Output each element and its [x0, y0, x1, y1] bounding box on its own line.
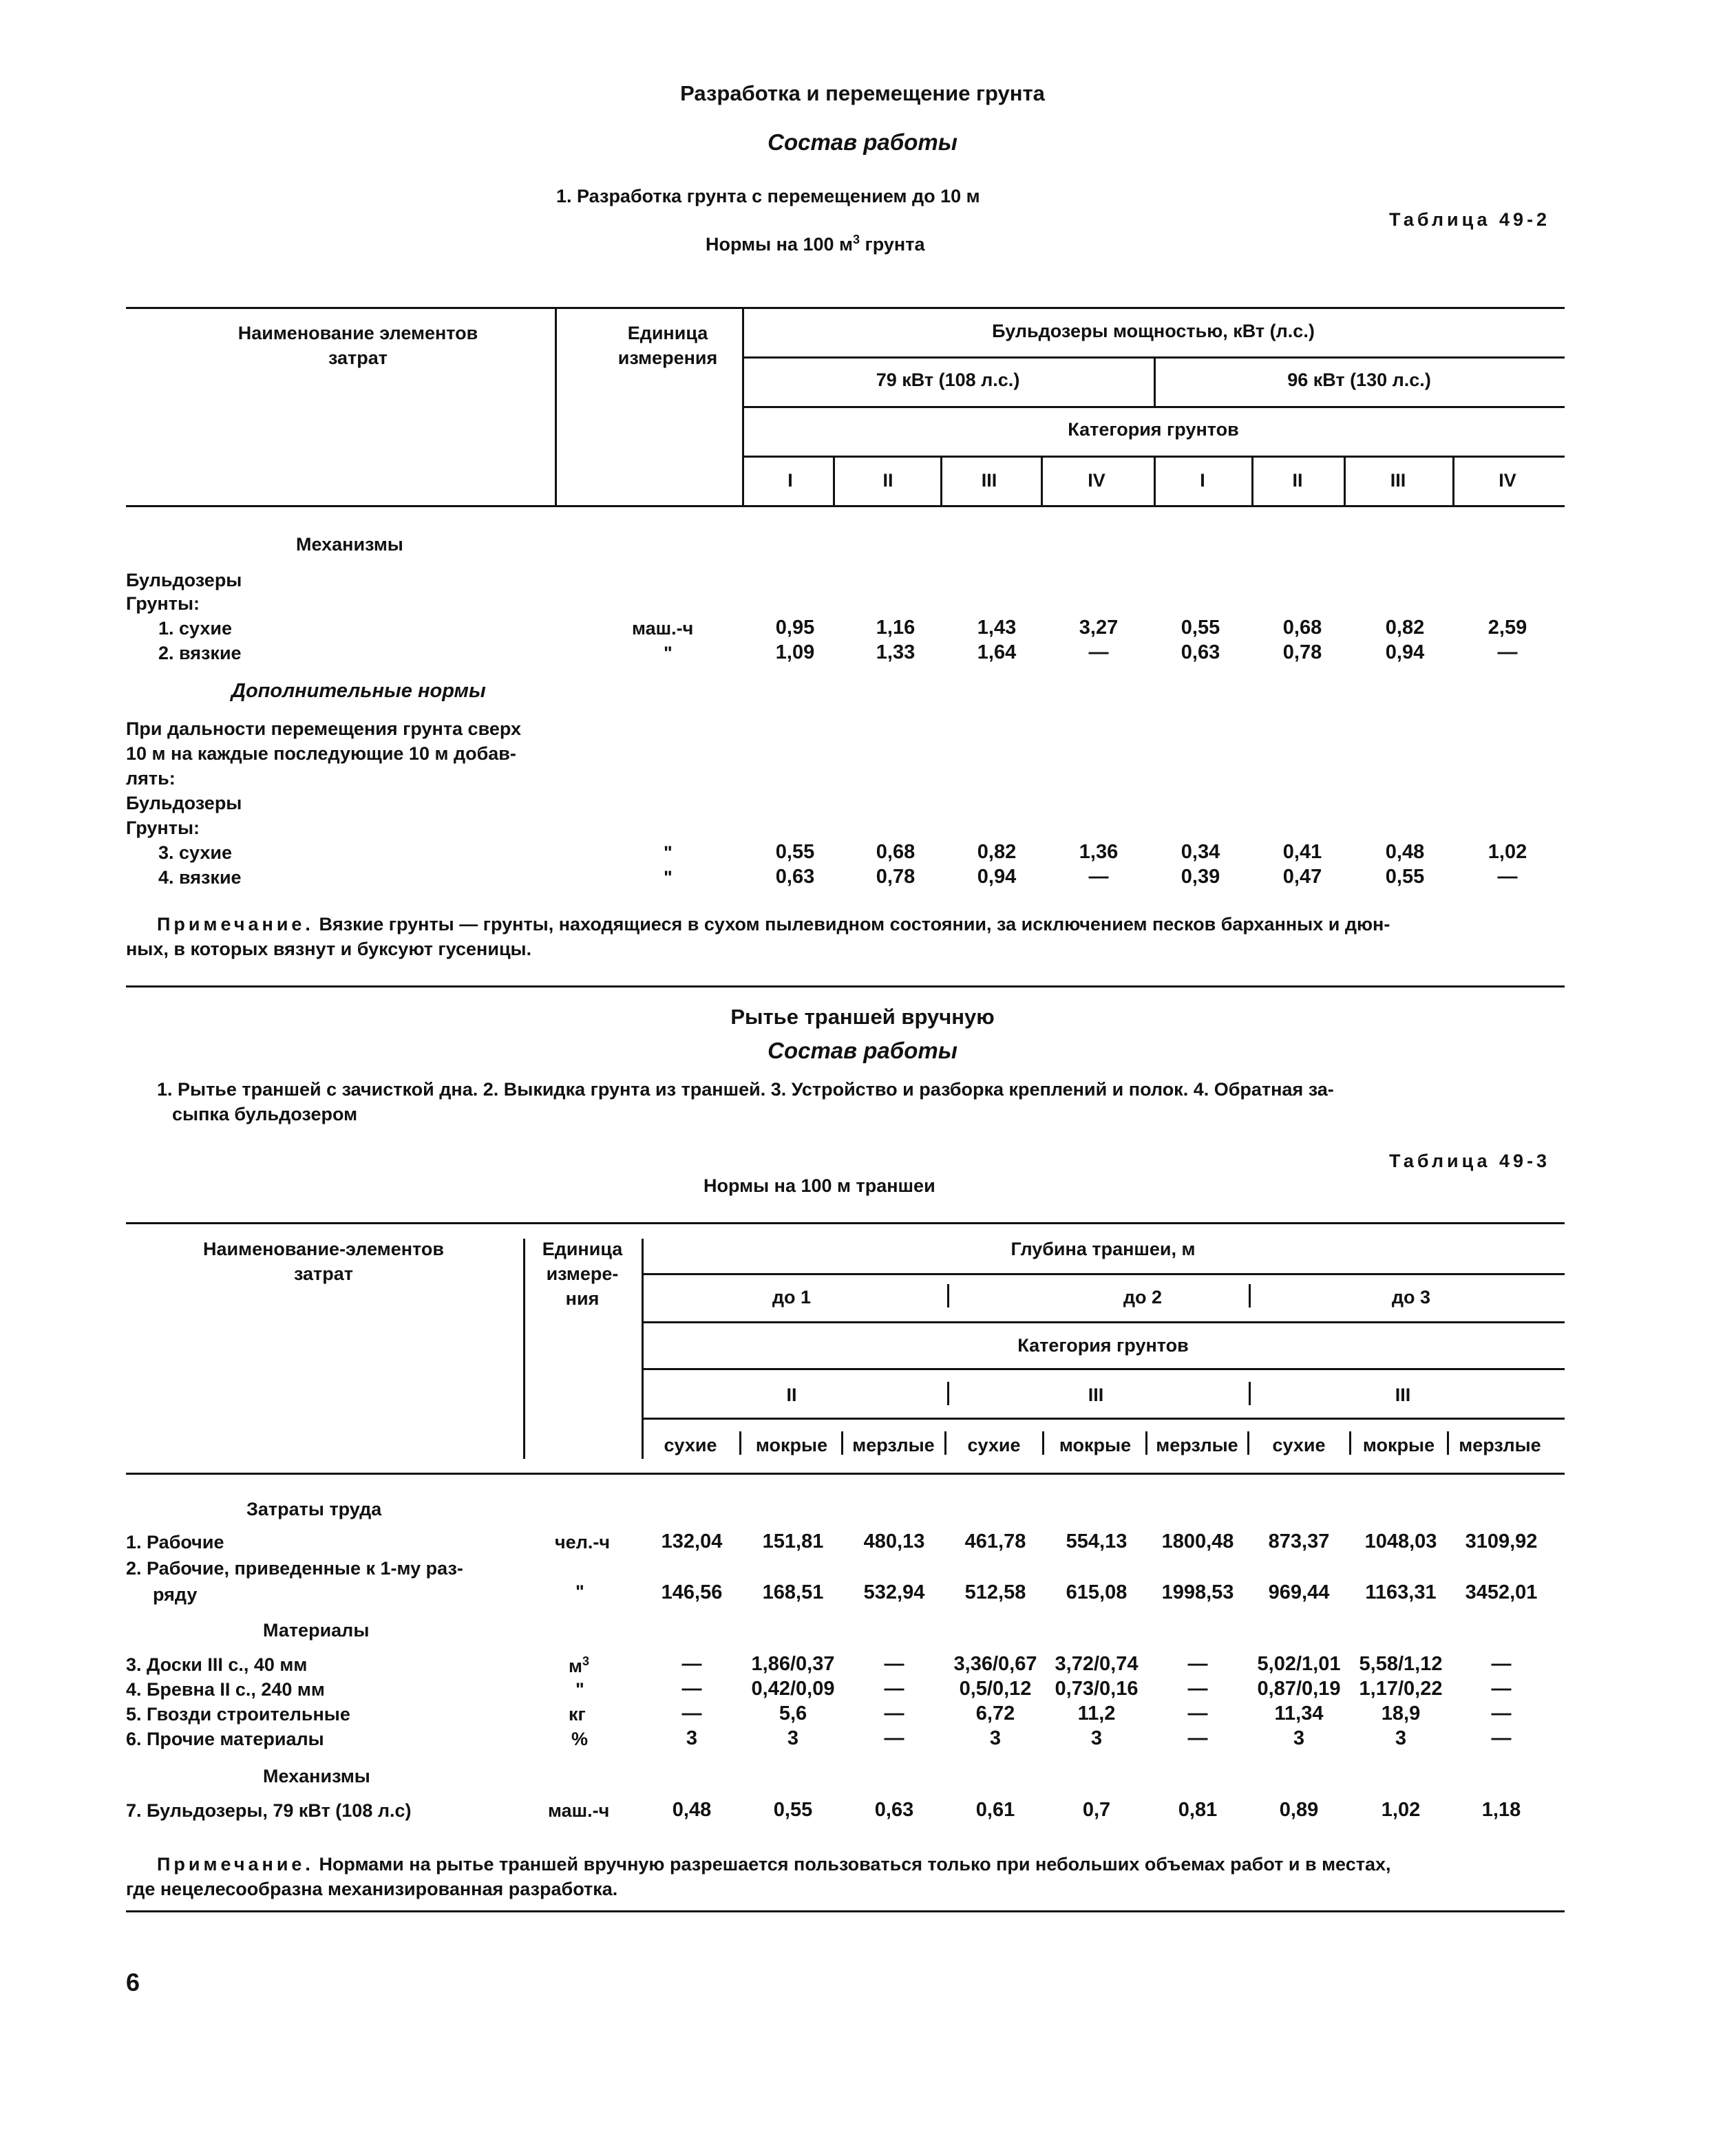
cell: 0,81: [1178, 1799, 1218, 1821]
cell: 0,5/0,12: [959, 1678, 1032, 1700]
column-divider: [523, 1239, 525, 1459]
section2-composition: 1. Рытье траншей с зачисткой дна. 2. Выкидка грунта из траншей. 3. Устройство и разборка креплений и полок. 4. Обратная за-: [157, 1079, 1334, 1100]
cell: 0,94: [977, 866, 1017, 888]
row-label: Бульдозеры: [126, 793, 242, 813]
cell: —: [681, 1703, 702, 1725]
cell: 0,55: [775, 841, 815, 863]
header-depth: до 2: [1123, 1287, 1163, 1308]
cell: —: [681, 1678, 702, 1700]
row-name: 3. Доски III с., 40 мм: [126, 1654, 308, 1675]
cell: 3,36/0,67: [953, 1653, 1037, 1675]
cell: 1163,31: [1365, 1581, 1437, 1603]
row-name: 4. Бревна II с., 240 мм: [126, 1679, 325, 1700]
note-label: Примечание.: [157, 914, 314, 935]
cell: 168,51: [762, 1581, 824, 1603]
column-divider: [1452, 456, 1454, 505]
header-rule: [742, 406, 1565, 408]
cell: 1,09: [775, 641, 815, 663]
header-unit: ния: [565, 1288, 600, 1309]
section2-composition: сыпка бульдозером: [172, 1104, 358, 1124]
cell: 1,64: [977, 641, 1017, 663]
cell: 0,55: [1181, 617, 1220, 639]
cell: —: [1187, 1653, 1208, 1675]
section-heading-materials: Материалы: [263, 1620, 370, 1641]
cell: 0,73/0,16: [1055, 1678, 1139, 1700]
cell: —: [1491, 1727, 1512, 1749]
cell: 0,63: [775, 866, 815, 888]
row-name: 4. вязкие: [158, 867, 242, 888]
cell: 18,9: [1381, 1703, 1421, 1725]
cell: 0,48: [672, 1799, 712, 1821]
header-bottom-rule: [126, 1473, 1565, 1475]
cell: 1,17/0,22: [1359, 1678, 1443, 1700]
column-divider: [947, 1284, 949, 1308]
section1-composition: 1. Разработка грунта с перемещением до 10 м: [556, 186, 980, 206]
cell: 0,63: [874, 1799, 914, 1821]
cell: 11,2: [1077, 1703, 1116, 1725]
category-label: I: [1200, 470, 1205, 491]
cell: 1,16: [876, 617, 916, 639]
cell: —: [1088, 641, 1109, 663]
column-divider: [940, 456, 942, 505]
row-unit: $м^3$: [569, 1654, 589, 1676]
cell: 873,37: [1268, 1530, 1330, 1552]
category-label: IV: [1088, 470, 1105, 491]
header-state: мерзлые: [1459, 1435, 1541, 1455]
header-depth: до 3: [1391, 1287, 1431, 1308]
cell: 132,04: [661, 1530, 723, 1552]
column-divider: [1249, 1284, 1251, 1308]
section-heading-mechanisms: Механизмы: [263, 1766, 370, 1786]
cell: 0,78: [1282, 641, 1322, 663]
cell: 3: [686, 1727, 698, 1749]
cell: 3452,01: [1465, 1581, 1538, 1603]
row-name: 1. Рабочие: [126, 1532, 224, 1552]
category-label: III: [981, 470, 997, 491]
header-rule: [642, 1418, 1565, 1420]
cell: 1,02: [1381, 1799, 1421, 1821]
cell: 461,78: [964, 1530, 1026, 1552]
row-name: 6. Прочие материалы: [126, 1729, 324, 1749]
section1-title: Разработка и перемещение грунта: [680, 81, 1045, 105]
cell: —: [1491, 1678, 1512, 1700]
cell: 1800,48: [1161, 1530, 1234, 1552]
note-paragraph: Примечание. Нормами на рытье траншей вручную разрешается пользоваться только при небольших объемах работ и в местах,: [157, 1854, 1391, 1875]
cell: 0,42/0,09: [751, 1678, 835, 1700]
column-divider: [1249, 1382, 1251, 1405]
header-power-96: 96 кВт (130 л.с.): [1287, 370, 1431, 390]
table-49-2-label: Таблица 49-2: [1389, 209, 1551, 230]
cell: 0,68: [876, 841, 916, 863]
column-divider: [1042, 1431, 1044, 1455]
cell: 0,48: [1385, 841, 1425, 863]
header-state: мокрые: [1362, 1435, 1435, 1455]
row-label: Грунты:: [126, 818, 200, 838]
header-name: Наименование элементов затрат: [237, 323, 478, 368]
section-heading-labor: Затраты труда: [246, 1499, 382, 1519]
header-category: III: [1395, 1385, 1411, 1405]
header-soil-category: Категория грунтов: [1068, 419, 1239, 440]
cell: —: [1497, 641, 1518, 663]
cell: 5,58/1,12: [1359, 1653, 1443, 1675]
cell: 0,39: [1181, 866, 1220, 888]
row-unit: ": [575, 1581, 584, 1602]
cell: 1,86/0,37: [751, 1653, 835, 1675]
cell: —: [1088, 866, 1109, 888]
cell: 1048,03: [1364, 1530, 1437, 1552]
column-divider: [1154, 456, 1156, 505]
cell: 0,55: [1385, 866, 1425, 888]
additional-norms-heading: Дополнительные нормы: [231, 680, 486, 702]
category-label: II: [1292, 470, 1303, 491]
row-name: 1. сухие: [158, 618, 233, 639]
header-state: мокрые: [755, 1435, 828, 1455]
section-heading-mechanisms: Механизмы: [296, 534, 403, 555]
header-state: мокрые: [1059, 1435, 1132, 1455]
section2-subtitle: Состав работы: [768, 1038, 957, 1063]
cell: 6,72: [975, 1703, 1015, 1725]
section-rule: [126, 1910, 1565, 1912]
cell: 3: [989, 1727, 1002, 1749]
cell: —: [1187, 1678, 1208, 1700]
header-state: сухие: [664, 1435, 717, 1455]
column-divider: [555, 307, 557, 506]
cell: 0,68: [1282, 617, 1322, 639]
category-label: III: [1390, 470, 1406, 491]
column-divider: [739, 1431, 741, 1455]
cell: —: [1497, 866, 1518, 888]
table-top-rule: [126, 307, 1565, 309]
header-state: мерзлые: [852, 1435, 935, 1455]
cell: 615,08: [1066, 1581, 1128, 1603]
header-state: сухие: [1272, 1435, 1326, 1455]
table-top-rule: [126, 1222, 1565, 1224]
cell: 0,7: [1082, 1799, 1111, 1821]
cell: —: [884, 1653, 904, 1675]
cell: —: [884, 1727, 904, 1749]
note-paragraph: ных, в которых вязнут и буксуют гусеницы.: [126, 939, 532, 959]
cell: 151,81: [762, 1530, 824, 1552]
cell: —: [1187, 1703, 1208, 1725]
row-unit: чел.-ч: [555, 1532, 611, 1552]
cell: 0,78: [876, 866, 916, 888]
category-label: II: [882, 470, 893, 491]
table-49-2-norms: Нормы на 100 $м^3$ грунта: [706, 233, 925, 255]
cell: 1,02: [1488, 841, 1527, 863]
row-unit: маш.-ч: [632, 618, 694, 639]
header-unit: Единица: [542, 1239, 623, 1259]
cell: 1998,53: [1161, 1581, 1234, 1603]
row-label: Бульдозеры: [126, 570, 242, 590]
cell: 0,95: [775, 617, 815, 639]
header-group: Глубина траншеи, м: [1010, 1239, 1196, 1259]
row-unit: маш.-ч: [548, 1800, 610, 1821]
row-unit: ": [664, 643, 673, 663]
cell: 512,58: [964, 1581, 1026, 1603]
header-power-79: 79 кВт (108 л.с.): [876, 370, 1020, 390]
additional-text: 10 м на каждые последующие 10 м добав-: [126, 743, 516, 764]
section-rule: [126, 985, 1565, 988]
header-state: сухие: [967, 1435, 1021, 1455]
cell: —: [1491, 1703, 1512, 1725]
row-name: 3. сухие: [158, 842, 233, 863]
cell: 0,47: [1282, 866, 1322, 888]
cell: 0,94: [1385, 641, 1425, 663]
column-divider: [947, 1382, 949, 1405]
header-depth: до 1: [772, 1287, 812, 1308]
header-soil-category: Категория грунтов: [1017, 1335, 1189, 1356]
cell: 0,82: [977, 841, 1017, 863]
row-unit: ": [664, 867, 673, 888]
column-divider: [1344, 456, 1346, 505]
row-name: 7. Бульдозеры, 79 кВт (108 л.с): [126, 1800, 412, 1821]
header-unit: Единица измерения: [617, 323, 718, 368]
page-number: 6: [126, 1968, 140, 1996]
row-label: Грунты:: [126, 593, 200, 614]
section1-subtitle: Состав работы: [768, 129, 957, 155]
cell: 1,36: [1079, 841, 1119, 863]
additional-text: лять:: [126, 768, 176, 789]
cell: 0,63: [1181, 641, 1220, 663]
cell: 0,87/0,19: [1257, 1678, 1341, 1700]
additional-text: При дальности перемещения грунта сверх: [126, 718, 521, 739]
note-label: Примечание.: [157, 1854, 314, 1875]
category-label: IV: [1499, 470, 1516, 491]
cell: 3,72/0,74: [1055, 1653, 1139, 1675]
cell: —: [884, 1678, 904, 1700]
cell: 3,27: [1079, 617, 1119, 639]
row-unit: ": [575, 1679, 584, 1700]
cell: 480,13: [863, 1530, 925, 1552]
column-divider: [1041, 456, 1043, 505]
row-name: 5. Гвозди строительные: [126, 1704, 350, 1725]
header-bottom-rule: [126, 505, 1565, 507]
row-name: 2. Рабочие, приведенные к 1-му раз-: [126, 1558, 463, 1579]
cell: —: [1491, 1653, 1512, 1675]
cell: 0,89: [1279, 1799, 1319, 1821]
cell: —: [1187, 1727, 1208, 1749]
note-paragraph: где нецелесообразна механизированная разработка.: [126, 1879, 618, 1899]
table-49-3-norms: Нормы на 100 м траншеи: [703, 1175, 935, 1196]
header-name: затрат: [293, 1263, 354, 1284]
cell: 2,59: [1488, 617, 1527, 639]
cell: 1,18: [1481, 1799, 1521, 1821]
cell: 0,61: [975, 1799, 1015, 1821]
row-unit: ": [664, 842, 673, 863]
cell: 3: [1090, 1727, 1103, 1749]
cell: 11,34: [1274, 1703, 1324, 1725]
row-name: 2. вязкие: [158, 643, 242, 663]
cell: 5,02/1,01: [1257, 1653, 1341, 1675]
note-paragraph: Примечание. Вязкие грунты — грунты, находящиеся в сухом пылевидном состоянии, за исключением песков барханных и дюн-: [157, 914, 1390, 935]
cell: 554,13: [1066, 1530, 1128, 1552]
cell: 0,41: [1282, 841, 1322, 863]
row-name: ряду: [153, 1584, 198, 1605]
cell: 3: [1293, 1727, 1305, 1749]
row-unit: кг: [569, 1704, 586, 1725]
row-unit: %: [571, 1729, 589, 1749]
cell: 3109,92: [1465, 1530, 1538, 1552]
header-unit: измере-: [546, 1263, 619, 1284]
cell: 3: [787, 1727, 799, 1749]
cell: 532,94: [863, 1581, 925, 1603]
header-name: Наименование-элементов: [202, 1239, 445, 1259]
cell: —: [681, 1653, 702, 1675]
cell: 3: [1395, 1727, 1407, 1749]
cell: 146,56: [661, 1581, 723, 1603]
header-rule: [642, 1321, 1565, 1323]
header-state: мерзлые: [1156, 1435, 1238, 1455]
header-rule: [642, 1273, 1565, 1275]
header-group: Бульдозеры мощностью, кВт (л.с.): [992, 321, 1315, 341]
table-49-3-label: Таблица 49-3: [1389, 1151, 1551, 1171]
cell: 0,82: [1385, 617, 1425, 639]
section2-title: Рытье траншей вручную: [730, 1005, 995, 1029]
cell: 1,43: [977, 617, 1017, 639]
header-rule: [642, 1368, 1565, 1370]
cell: —: [884, 1703, 904, 1725]
cell: 0,55: [773, 1799, 813, 1821]
header-category: III: [1088, 1385, 1104, 1405]
cell: 1,33: [876, 641, 916, 663]
category-label: I: [787, 470, 793, 491]
cell: 5,6: [779, 1703, 807, 1725]
header-category: II: [786, 1385, 797, 1405]
cell: 0,34: [1181, 841, 1220, 863]
cell: 969,44: [1268, 1581, 1330, 1603]
